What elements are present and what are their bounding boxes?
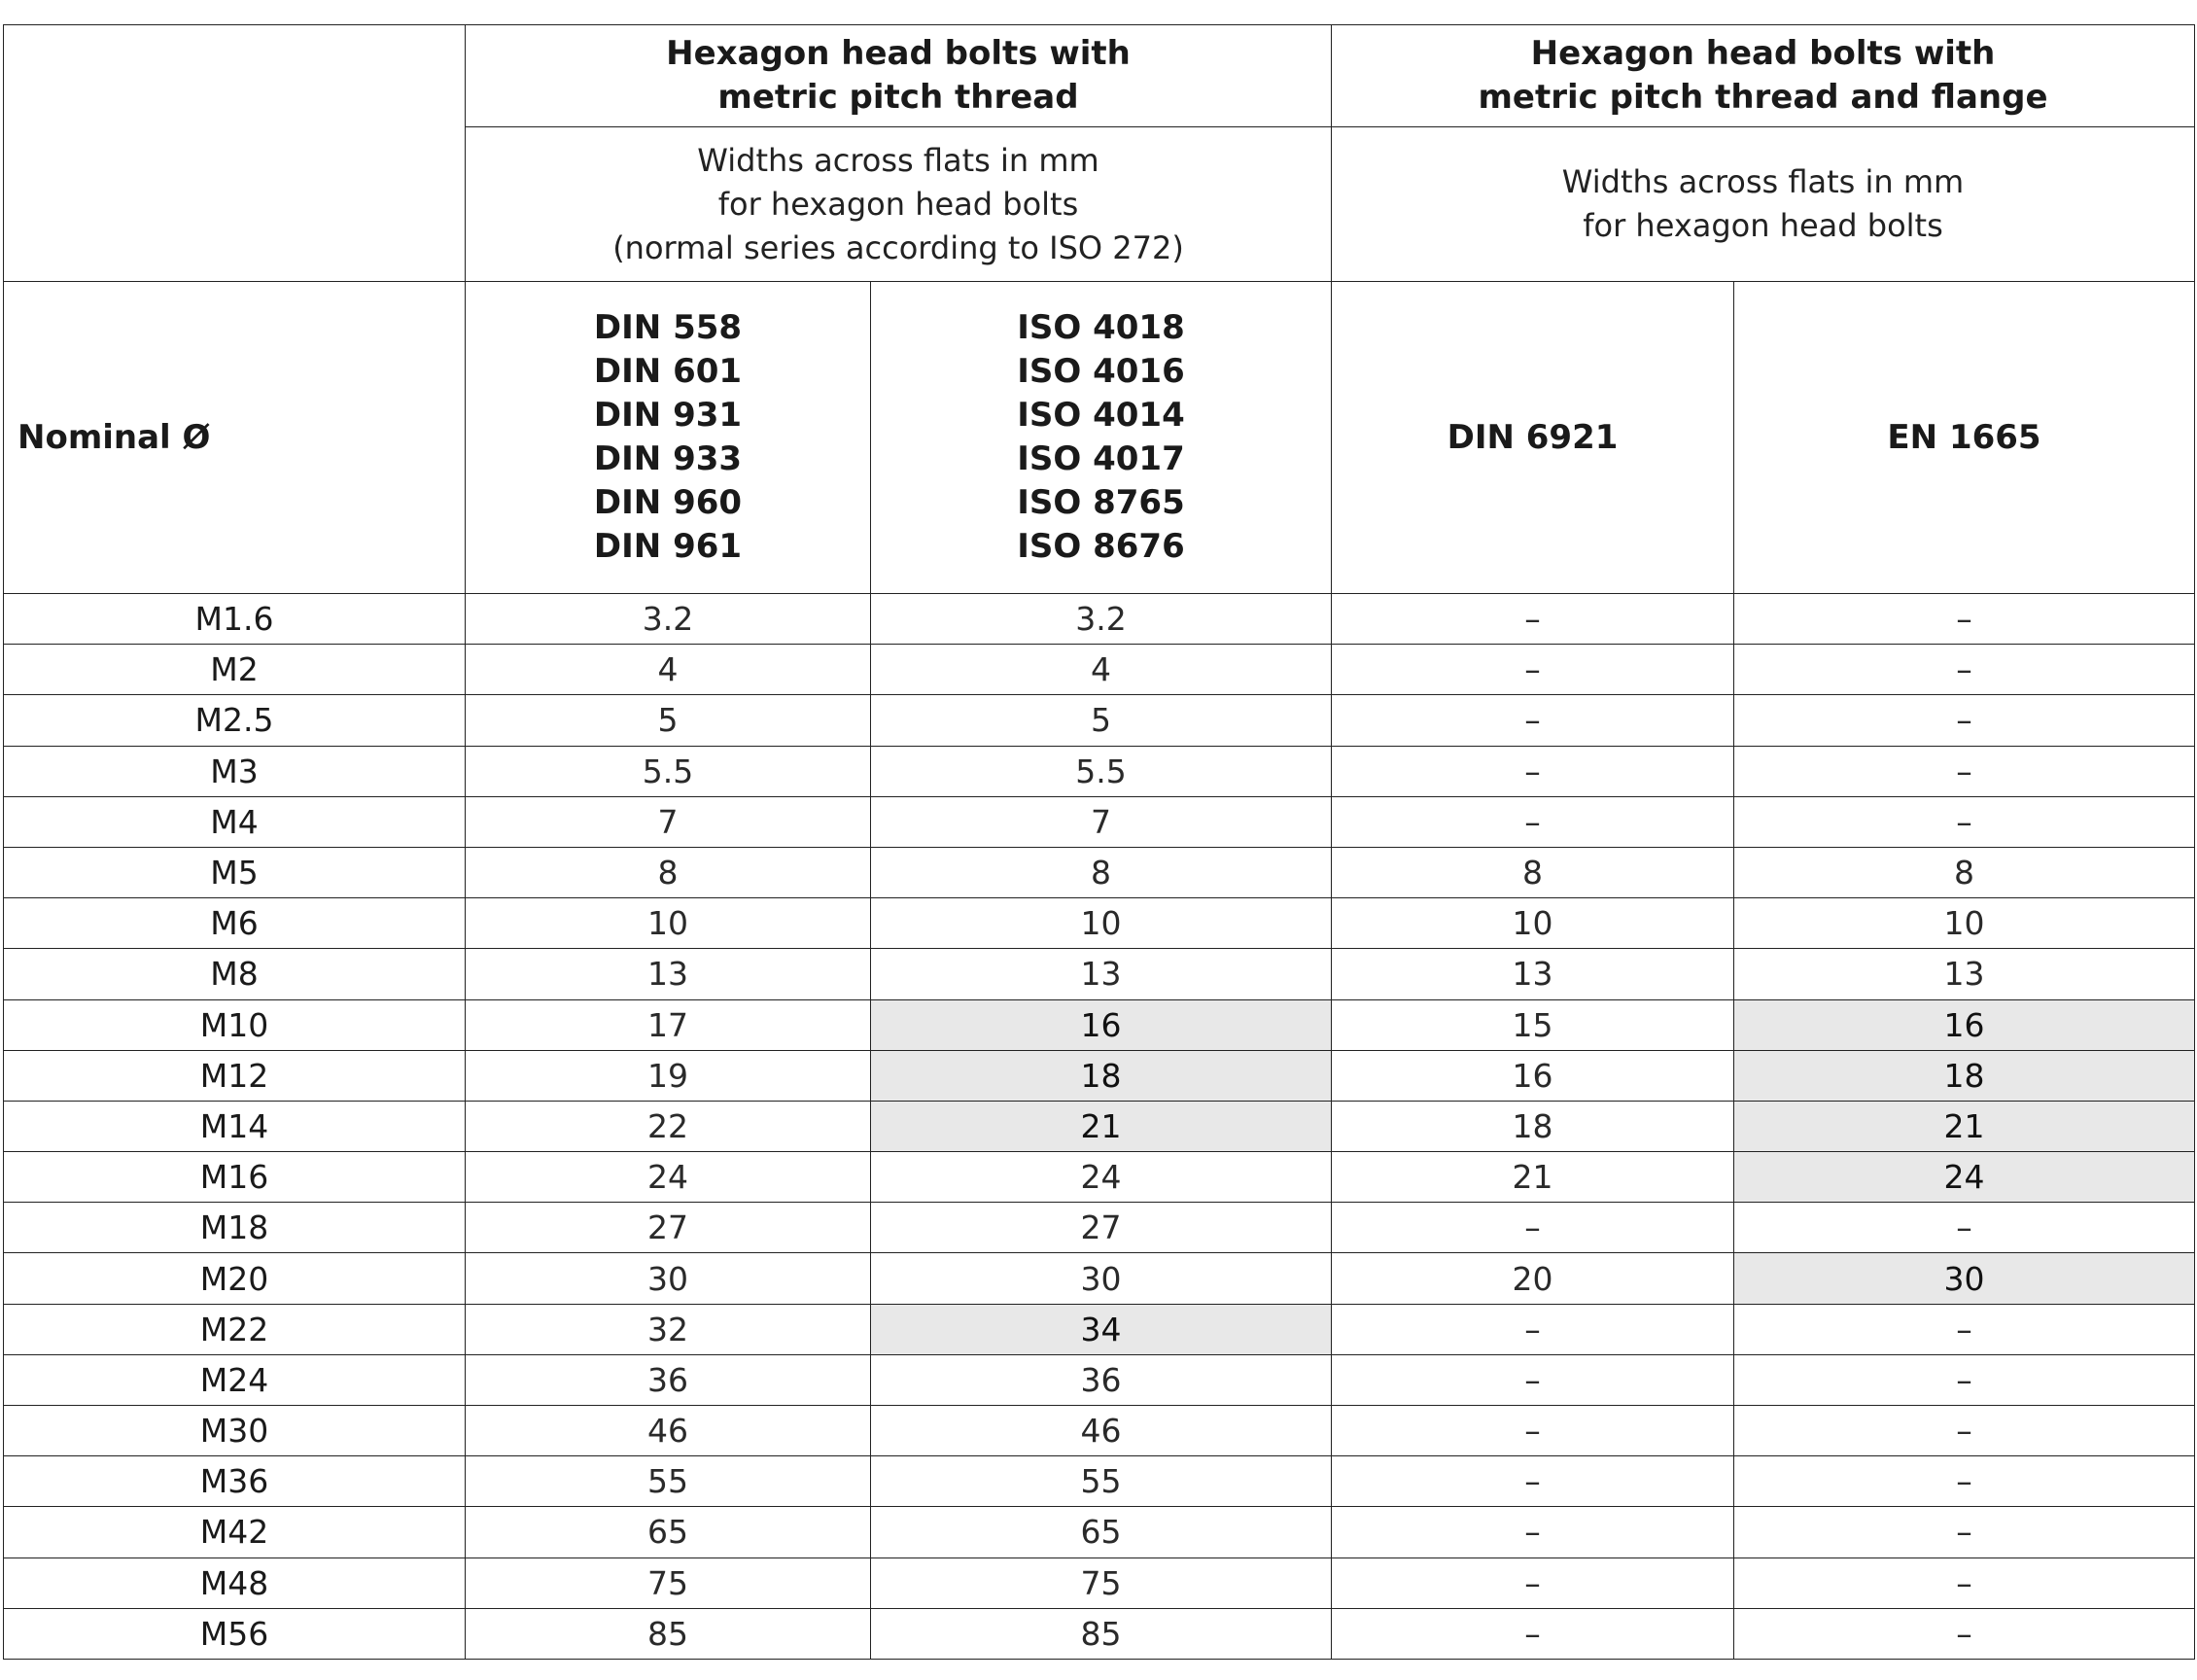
din-width-cell: 7 [466,796,871,847]
iso-width-cell: 16 [871,999,1332,1050]
din-width-cell: 24 [466,1152,871,1203]
bolt-width-table [3,24,2195,1660]
en1665-width-cell: – [1734,746,2195,796]
en1665-width-cell: 16 [1734,999,2195,1050]
nominal-size-cell: M36 [4,1456,466,1507]
table-row [4,1507,2195,1558]
en1665-width-cell: – [1734,796,2195,847]
iso-width-cell: 85 [871,1608,1332,1659]
table-row [4,1152,2195,1203]
nominal-size-cell: M22 [4,1304,466,1354]
din-width-cell: 19 [466,1050,871,1101]
din-width-cell: 13 [466,949,871,999]
nominal-size-cell: M10 [4,999,466,1050]
en1665-width-cell: 18 [1734,1050,2195,1101]
nominal-size-cell: M12 [4,1050,466,1101]
en1665-header: EN 1665 [1734,282,2195,594]
nominal-size-cell: M56 [4,1608,466,1659]
nominal-size-cell: M4 [4,796,466,847]
iso-width-cell: 5 [871,695,1332,746]
din6921-width-cell: 21 [1332,1152,1734,1203]
blank-corner-cell [4,25,466,282]
din6921-width-cell: – [1332,796,1734,847]
table-row [4,1101,2195,1151]
table-row [4,1203,2195,1253]
din-width-cell: 32 [466,1304,871,1354]
din-width-cell: 85 [466,1608,871,1659]
table-row [4,999,2195,1050]
din-width-cell: 65 [466,1507,871,1558]
iso-width-cell: 55 [871,1456,1332,1507]
din-width-cell: 27 [466,1203,871,1253]
table-row [4,847,2195,897]
en1665-width-cell: – [1734,1406,2195,1456]
din-width-cell: 30 [466,1253,871,1304]
din-width-cell: 3.2 [466,594,871,645]
din-width-cell: 36 [466,1354,871,1405]
table-row [4,1558,2195,1608]
group-a-subtitle: Widths across flats in mm for hexagon head bolts (normal series according to ISO 272) [466,127,1332,282]
iso-width-cell: 75 [871,1558,1332,1608]
din-standards-header: DIN 558 DIN 601 DIN 931 DIN 933 DIN 960 DIN 961 [466,282,871,594]
iso-width-cell: 27 [871,1203,1332,1253]
en1665-width-cell: – [1734,645,2195,695]
en1665-width-cell: – [1734,1608,2195,1659]
en1665-width-cell: – [1734,695,2195,746]
din6921-width-cell: 10 [1332,898,1734,949]
din6921-width-cell: – [1332,1304,1734,1354]
iso-width-cell: 18 [871,1050,1332,1101]
din6921-width-cell: 15 [1332,999,1734,1050]
iso-width-cell: 36 [871,1354,1332,1405]
nominal-size-cell: M42 [4,1507,466,1558]
nominal-size-cell: M3 [4,746,466,796]
din6921-width-cell: 20 [1332,1253,1734,1304]
table-row [4,1304,2195,1354]
din6921-header: DIN 6921 [1332,282,1734,594]
table-row [4,645,2195,695]
nominal-size-cell: M2 [4,645,466,695]
din-width-cell: 8 [466,847,871,897]
en1665-width-cell: – [1734,1456,2195,1507]
en1665-width-cell: 10 [1734,898,2195,949]
table-row [4,1406,2195,1456]
nominal-size-cell: M2.5 [4,695,466,746]
iso-width-cell: 4 [871,645,1332,695]
din-width-cell: 55 [466,1456,871,1507]
table-row [4,1608,2195,1659]
en1665-width-cell: 8 [1734,847,2195,897]
iso-width-cell: 5.5 [871,746,1332,796]
table-body [4,594,2195,1660]
nominal-size-cell: M30 [4,1406,466,1456]
en1665-width-cell: – [1734,1304,2195,1354]
din-width-cell: 5 [466,695,871,746]
din6921-width-cell: – [1332,695,1734,746]
nominal-size-cell: M1.6 [4,594,466,645]
din6921-width-cell: – [1332,1406,1734,1456]
din6921-width-cell: – [1332,1608,1734,1659]
din-width-cell: 22 [466,1101,871,1151]
nominal-size-cell: M18 [4,1203,466,1253]
en1665-width-cell: – [1734,1507,2195,1558]
iso-width-cell: 13 [871,949,1332,999]
din6921-width-cell: – [1332,645,1734,695]
table-row [4,594,2195,645]
iso-width-cell: 7 [871,796,1332,847]
din-width-cell: 75 [466,1558,871,1608]
iso-width-cell: 24 [871,1152,1332,1203]
iso-width-cell: 21 [871,1101,1332,1151]
iso-width-cell: 46 [871,1406,1332,1456]
iso-width-cell: 34 [871,1304,1332,1354]
din6921-width-cell: – [1332,1456,1734,1507]
din6921-width-cell: 13 [1332,949,1734,999]
nominal-size-cell: M5 [4,847,466,897]
table-row [4,796,2195,847]
din6921-width-cell: 8 [1332,847,1734,897]
en1665-width-cell: 13 [1734,949,2195,999]
iso-standards-header: ISO 4018 ISO 4016 ISO 4014 ISO 4017 ISO 8765 ISO 8676 [871,282,1332,594]
din-width-cell: 17 [466,999,871,1050]
en1665-width-cell: 24 [1734,1152,2195,1203]
iso-width-cell: 30 [871,1253,1332,1304]
din6921-width-cell: 16 [1332,1050,1734,1101]
din-width-cell: 10 [466,898,871,949]
din6921-width-cell: – [1332,1558,1734,1608]
din6921-width-cell: – [1332,594,1734,645]
table-row [4,949,2195,999]
din6921-width-cell: – [1332,1507,1734,1558]
en1665-width-cell: – [1734,1354,2195,1405]
en1665-width-cell: 30 [1734,1253,2195,1304]
din6921-width-cell: – [1332,1203,1734,1253]
group-a-title: Hexagon head bolts with metric pitch thread [466,25,1332,127]
table-row [4,1253,2195,1304]
iso-width-cell: 8 [871,847,1332,897]
nominal-diameter-header: Nominal Ø [4,282,466,594]
group-b-title: Hexagon head bolts with metric pitch thread and flange [1332,25,2195,127]
din-width-cell: 4 [466,645,871,695]
group-b-subtitle: Widths across flats in mm for hexagon head bolts [1332,127,2195,282]
nominal-size-cell: M20 [4,1253,466,1304]
en1665-width-cell: – [1734,1203,2195,1253]
nominal-size-cell: M6 [4,898,466,949]
nominal-size-cell: M8 [4,949,466,999]
en1665-width-cell: – [1734,1558,2195,1608]
din6921-width-cell: – [1332,746,1734,796]
nominal-size-cell: M16 [4,1152,466,1203]
nominal-size-cell: M24 [4,1354,466,1405]
table-row [4,1050,2195,1101]
din-width-cell: 5.5 [466,746,871,796]
table-row [4,1354,2195,1405]
table-row [4,1456,2195,1507]
nominal-size-cell: M14 [4,1101,466,1151]
table-row [4,746,2195,796]
en1665-width-cell: – [1734,594,2195,645]
en1665-width-cell: 21 [1734,1101,2195,1151]
iso-width-cell: 65 [871,1507,1332,1558]
iso-width-cell: 3.2 [871,594,1332,645]
nominal-size-cell: M48 [4,1558,466,1608]
din-width-cell: 46 [466,1406,871,1456]
din6921-width-cell: – [1332,1354,1734,1405]
table-row [4,695,2195,746]
iso-width-cell: 10 [871,898,1332,949]
din6921-width-cell: 18 [1332,1101,1734,1151]
table-row [4,898,2195,949]
